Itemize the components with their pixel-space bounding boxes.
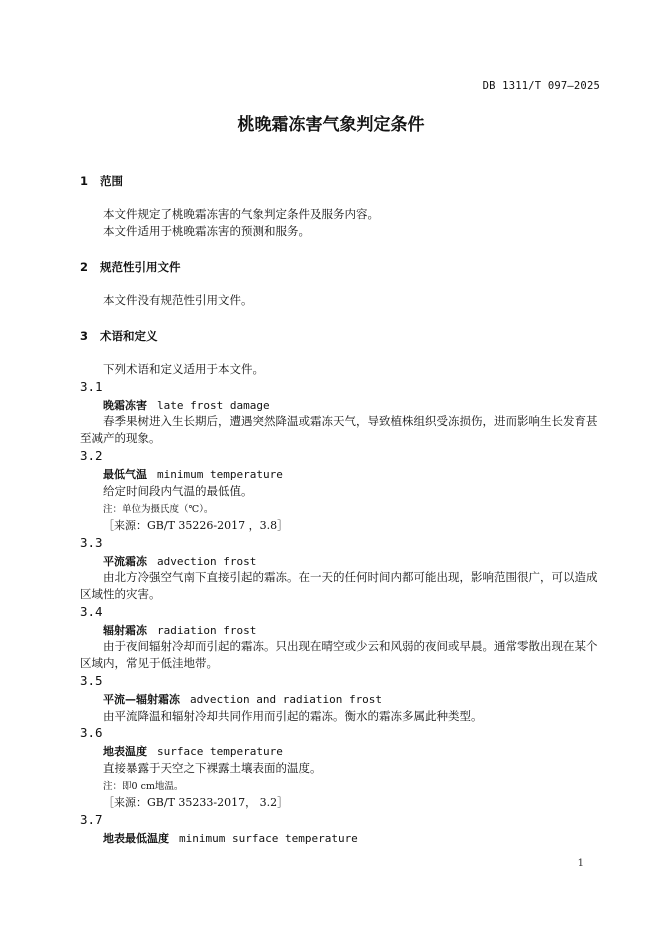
term-heading [103,553,256,569]
term-chinese: 地表温度 [103,745,147,758]
term-heading [103,397,270,413]
term-english: surface temperature [157,745,283,758]
term-number: 3.1 [80,379,103,394]
page-number: 1 [577,858,584,869]
term-english: minimum surface temperature [179,832,358,845]
term-number: 3.3 [80,535,103,550]
section-title: 规范性引用文件 [100,260,181,274]
section-heading-scope [80,173,123,189]
term-heading [103,691,382,707]
term-definition: 由于夜间辐射冷却而引起的霜冻。只出现在晴空或少云和风弱的夜间或早晨。通常零散出现在某个区域内，常见于低洼地带。 [80,639,598,670]
term-english: radiation frost [157,624,257,637]
term-note: 注：即0 cm地温。 [103,781,184,792]
section-heading-terms [80,328,158,344]
term-definition: 由平流降温和辐射冷却共同作用而引起的霜冻。衡水的霜冻多属此种类型。 [103,709,483,723]
term-english: late frost damage [157,399,270,412]
page-title: 桃晚霜冻害气象判定条件 [237,115,425,135]
term-english: advection and radiation frost [190,693,383,706]
term-source: ［来源：GB/T 35226-2017 ，3.8］ [103,519,289,532]
term-number: 3.6 [80,725,103,740]
section-number: 3 [80,329,89,343]
term-definition: 由北方冷强空气南下直接引起的霜冻。在一天的任何时间内都可能出现，影响范围很广，可以造成区域性的灾害。 [80,570,598,601]
section-number: 1 [80,174,89,188]
term-number: 3.4 [80,604,103,619]
section-title: 术语和定义 [100,329,158,343]
term-english: minimum temperature [157,468,283,481]
document-number: DB 1311/T 097—2025 [482,80,600,92]
definitions-intro: 下列术语和定义适用于本文件。 [103,362,264,376]
term-chinese: 最低气温 [103,468,147,481]
term-number: 3.5 [80,673,103,688]
term-chinese: 平流霜冻 [103,555,147,568]
term-chinese: 平流—辐射霜冻 [103,693,180,706]
term-chinese: 地表最低温度 [103,832,169,845]
term-heading [103,622,256,638]
term-number: 3.2 [80,448,103,463]
term-chinese: 辐射霜冻 [103,624,147,637]
scope-paragraph-2: 本文件适用于桃晚霜冻害的预测和服务。 [103,224,310,238]
term-definition: 直接暴露于天空之下裸露土壤表面的温度。 [103,761,322,775]
term-definition: 春季果树进入生长期后，遭遇突然降温或霜冻天气，导致植株组织受冻损伤，进而影响生长发育甚至减产的现象。 [80,414,598,445]
term-note: 注：单位为摄氏度（℃）。 [103,504,214,515]
term-heading [103,743,283,759]
term-english: advection frost [157,555,257,568]
section-title: 范围 [100,174,124,188]
term-heading [103,466,283,482]
references-paragraph: 本文件没有规范性引用文件。 [103,293,253,307]
term-number: 3.7 [80,812,103,827]
term-definition: 给定时间段内气温的最低值。 [103,484,253,498]
term-chinese: 晚霜冻害 [103,399,147,412]
term-heading [103,830,358,846]
scope-paragraph-1: 本文件规定了桃晚霜冻害的气象判定条件及服务内容。 [103,207,379,221]
section-number: 2 [80,260,89,274]
section-heading-normative-references [80,259,181,275]
term-source: ［来源：GB/T 35233-2017， 3.2］ [103,796,289,809]
